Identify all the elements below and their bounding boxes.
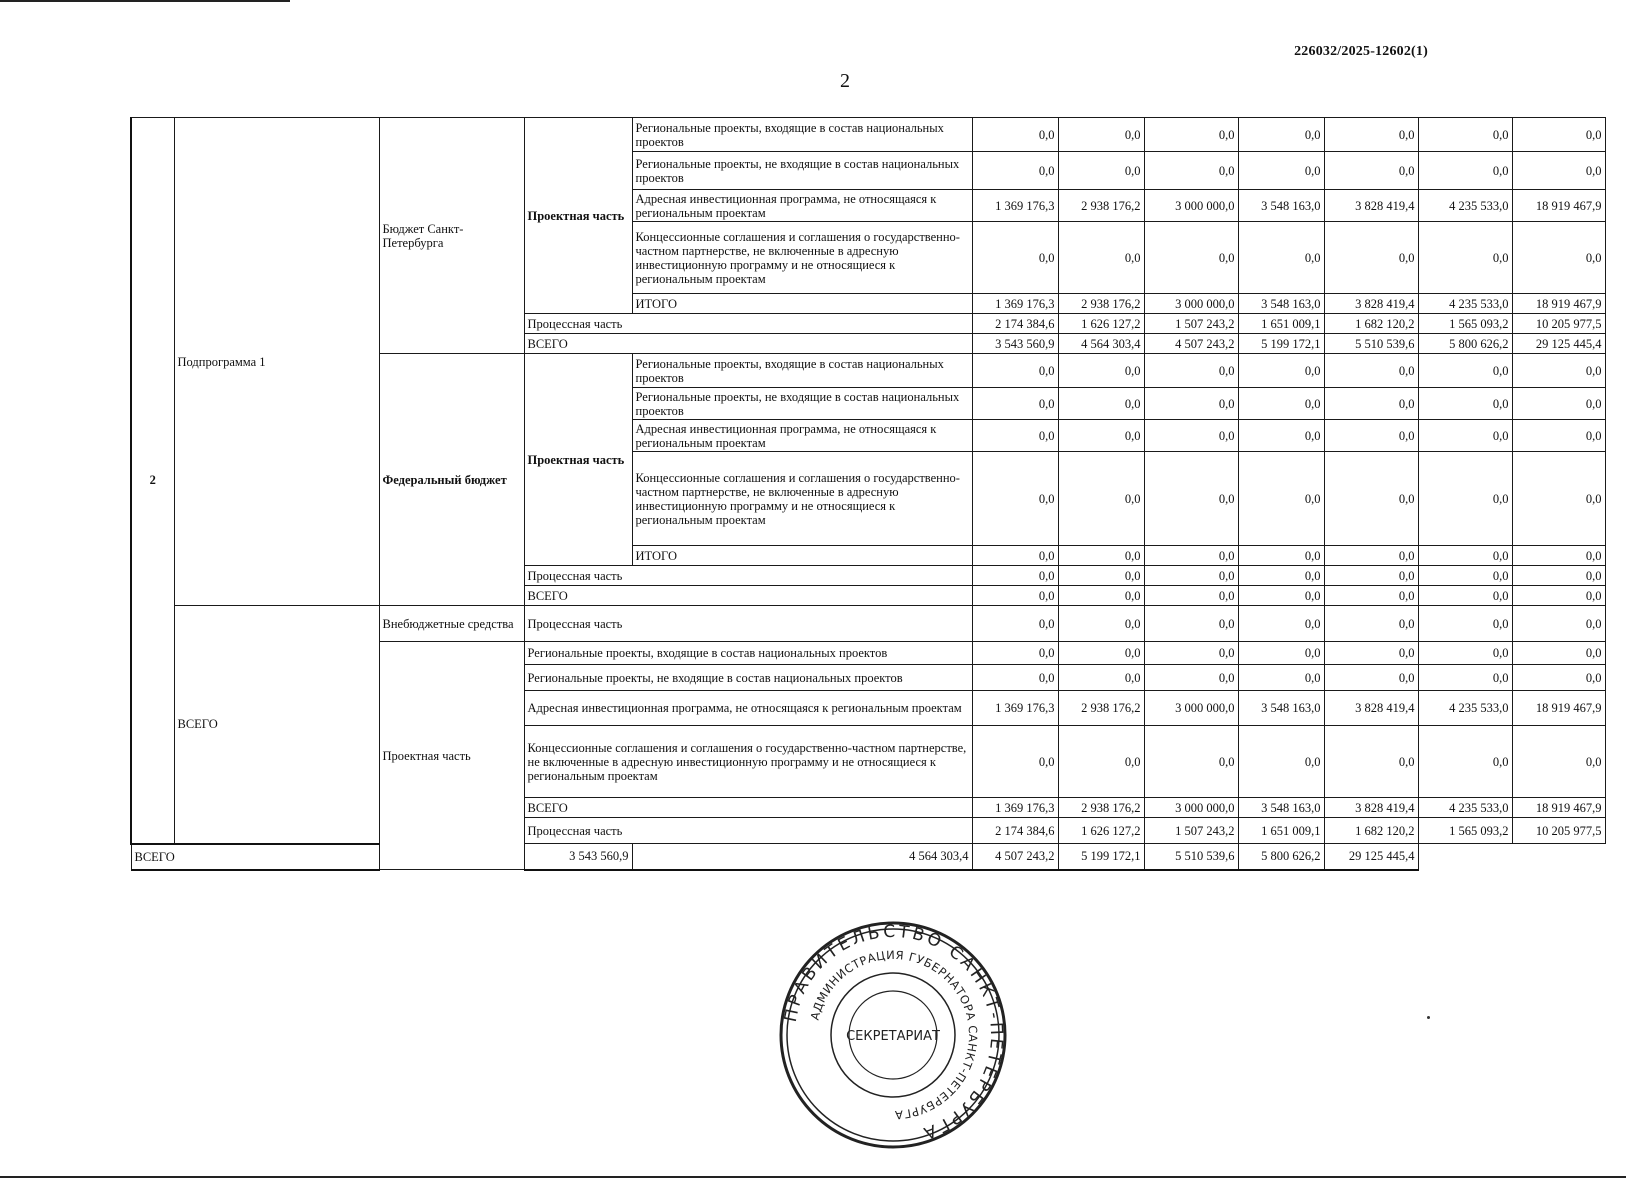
value-cell: 5 199 172,1 — [1238, 334, 1324, 354]
table-row — [131, 844, 1605, 870]
value-cell: 1 682 120,2 — [1324, 314, 1418, 334]
value-cell: 2 938 176,2 — [1058, 190, 1144, 222]
stamp-center-text: СЕКРЕТАРИАТ — [846, 1029, 940, 1044]
value-cell: 0,0 — [1058, 152, 1144, 190]
value-cell: 0,0 — [1058, 118, 1144, 152]
value-cell: 1 507 243,2 — [1144, 818, 1238, 844]
row-label: ВСЕГО — [524, 798, 972, 818]
process-part-label: Процессная часть — [524, 566, 972, 586]
value-cell: 0,0 — [1144, 606, 1238, 642]
total-block-label: ВСЕГО — [174, 606, 379, 844]
value-cell: 3 548 163,0 — [1238, 798, 1324, 818]
value-cell: 0,0 — [1512, 420, 1605, 452]
value-cell: 4 564 303,4 — [632, 844, 972, 870]
value-cell: 5 800 626,2 — [1238, 844, 1324, 870]
value-cell: 0,0 — [1324, 222, 1418, 294]
value-cell: 2 938 176,2 — [1058, 691, 1144, 726]
value-cell: 4 235 533,0 — [1418, 190, 1512, 222]
row-label: Концессионные соглашения и соглашения о государственно-частном партнерстве, не включенные в адресную инвестиционную программу и не относящиеся к региональным проектам — [632, 222, 972, 294]
value-cell: 0,0 — [1324, 665, 1418, 691]
stamp-inner-text: АДМИНИСТРАЦИЯ ГУБЕРНАТОРА САНКТ-ПЕТЕРБУРГА — [807, 947, 981, 1123]
value-cell: 0,0 — [1058, 222, 1144, 294]
value-cell: 0,0 — [1512, 222, 1605, 294]
value-cell: 2 938 176,2 — [1058, 798, 1144, 818]
value-cell: 0,0 — [1144, 118, 1238, 152]
value-cell: 0,0 — [1418, 388, 1512, 420]
value-cell: 0,0 — [1418, 118, 1512, 152]
value-cell: 5 510 539,6 — [1144, 844, 1238, 870]
value-cell: 18 919 467,9 — [1512, 798, 1605, 818]
value-cell: 0,0 — [1058, 586, 1144, 606]
value-cell: 0,0 — [1324, 420, 1418, 452]
value-cell: 3 543 560,9 — [972, 334, 1058, 354]
funding-source-extrabudget: Внебюджетные средства — [379, 606, 524, 642]
value-cell: 1 369 176,3 — [972, 190, 1058, 222]
value-cell: 0,0 — [1058, 546, 1144, 566]
row-label: Концессионные соглашения и соглашения о государственно-частном партнерстве, не включенные в адресную инвестиционную программу и не относящиеся к региональным проектам — [632, 452, 972, 546]
value-cell: 1 651 009,1 — [1238, 818, 1324, 844]
value-cell: 1 682 120,2 — [1324, 818, 1418, 844]
total-label: ВСЕГО — [524, 586, 972, 606]
secretariat-stamp-seal — [778, 920, 1008, 1150]
table-row — [131, 118, 1605, 152]
project-part-label: Проектная часть — [524, 354, 632, 566]
value-cell: 0,0 — [1238, 118, 1324, 152]
value-cell: 0,0 — [1418, 606, 1512, 642]
value-cell: 0,0 — [1144, 642, 1238, 665]
value-cell: 1 369 176,3 — [972, 294, 1058, 314]
table-row — [131, 606, 1605, 642]
value-cell: 3 828 419,4 — [1324, 691, 1418, 726]
value-cell: 18 919 467,9 — [1512, 294, 1605, 314]
stamp-outer-text: ПРАВИТЕЛЬСТВО САНКТ-ПЕТЕРБУРГА — [780, 921, 1007, 1144]
value-cell: 0,0 — [1418, 726, 1512, 798]
value-cell: 0,0 — [1238, 586, 1324, 606]
value-cell: 3 000 000,0 — [1144, 294, 1238, 314]
value-cell: 0,0 — [1238, 388, 1324, 420]
value-cell: 0,0 — [1512, 546, 1605, 566]
value-cell: 0,0 — [1238, 546, 1324, 566]
funding-source-spb: Бюджет Санкт-Петербурга — [379, 118, 524, 354]
value-cell: 0,0 — [1144, 420, 1238, 452]
value-cell: 3 000 000,0 — [1144, 691, 1238, 726]
value-cell: 0,0 — [1144, 586, 1238, 606]
value-cell: 0,0 — [1144, 354, 1238, 388]
value-cell: 0,0 — [1144, 222, 1238, 294]
value-cell: 0,0 — [1324, 586, 1418, 606]
value-cell: 0,0 — [1144, 665, 1238, 691]
value-cell: 2 938 176,2 — [1058, 294, 1144, 314]
value-cell: 0,0 — [1324, 388, 1418, 420]
row-label: Региональные проекты, не входящие в состав национальных проектов — [632, 152, 972, 190]
value-cell: 0,0 — [1418, 566, 1512, 586]
value-cell: 0,0 — [1238, 566, 1324, 586]
value-cell: 3 828 419,4 — [1324, 798, 1418, 818]
value-cell: 0,0 — [1238, 726, 1324, 798]
value-cell: 0,0 — [1058, 452, 1144, 546]
value-cell: 0,0 — [972, 452, 1058, 546]
value-cell: 0,0 — [1324, 118, 1418, 152]
row-label: Концессионные соглашения и соглашения о государственно-частном партнерстве, не включенные в адресную инвестиционную программу и не относящиеся к региональным проектам — [524, 726, 972, 798]
value-cell: 0,0 — [1058, 642, 1144, 665]
value-cell: 1 369 176,3 — [972, 691, 1058, 726]
process-part-label: Процессная часть — [524, 314, 972, 334]
top-edge-line — [0, 0, 290, 2]
value-cell: 0,0 — [972, 420, 1058, 452]
value-cell: 0,0 — [1324, 354, 1418, 388]
value-cell: 0,0 — [1418, 665, 1512, 691]
value-cell: 0,0 — [1418, 420, 1512, 452]
value-cell: 0,0 — [1058, 354, 1144, 388]
value-cell: 3 543 560,9 — [524, 844, 632, 870]
row-label: Адресная инвестиционная программа, не относящаяся к региональным проектам — [524, 691, 972, 726]
value-cell: 3 548 163,0 — [1238, 294, 1324, 314]
row-label: ИТОГО — [632, 294, 972, 314]
value-cell: 0,0 — [1512, 586, 1605, 606]
stray-dot — [1427, 1016, 1430, 1019]
value-cell: 4 235 533,0 — [1418, 691, 1512, 726]
value-cell: 5 199 172,1 — [1058, 844, 1144, 870]
value-cell: 0,0 — [1512, 388, 1605, 420]
value-cell: 0,0 — [1058, 566, 1144, 586]
value-cell: 0,0 — [1512, 642, 1605, 665]
project-part-label: Проектная часть — [524, 118, 632, 314]
value-cell: 1 626 127,2 — [1058, 314, 1144, 334]
value-cell: 0,0 — [1324, 726, 1418, 798]
value-cell: 29 125 445,4 — [1512, 334, 1605, 354]
row-label: Региональные проекты, не входящие в состав национальных проектов — [632, 388, 972, 420]
value-cell: 0,0 — [1512, 726, 1605, 798]
value-cell: 18 919 467,9 — [1512, 691, 1605, 726]
value-cell: 0,0 — [1512, 118, 1605, 152]
value-cell: 0,0 — [972, 222, 1058, 294]
value-cell: 0,0 — [972, 118, 1058, 152]
value-cell: 0,0 — [972, 606, 1058, 642]
value-cell: 3 548 163,0 — [1238, 190, 1324, 222]
value-cell: 0,0 — [1512, 152, 1605, 190]
value-cell: 0,0 — [1324, 152, 1418, 190]
value-cell: 0,0 — [1324, 606, 1418, 642]
value-cell: 0,0 — [1418, 152, 1512, 190]
value-cell: 0,0 — [972, 566, 1058, 586]
value-cell: 0,0 — [1324, 452, 1418, 546]
value-cell: 1 565 093,2 — [1418, 314, 1512, 334]
value-cell: 0,0 — [1418, 354, 1512, 388]
value-cell: 0,0 — [1144, 566, 1238, 586]
row-label: ИТОГО — [632, 546, 972, 566]
row-label: Региональные проекты, входящие в состав национальных проектов — [524, 642, 972, 665]
row-label: Адресная инвестиционная программа, не относящаяся к региональным проектам — [632, 190, 972, 222]
value-cell: 0,0 — [1058, 420, 1144, 452]
value-cell: 0,0 — [1324, 642, 1418, 665]
value-cell: 4 507 243,2 — [1144, 334, 1238, 354]
value-cell: 4 235 533,0 — [1418, 798, 1512, 818]
value-cell: 0,0 — [1418, 642, 1512, 665]
value-cell: 0,0 — [1144, 388, 1238, 420]
subprogram-name: Подпрограмма 1 — [174, 118, 379, 606]
row-label: Адресная инвестиционная программа, не относящаяся к региональным проектам — [632, 420, 972, 452]
value-cell: 1 507 243,2 — [1144, 314, 1238, 334]
value-cell: 0,0 — [1512, 606, 1605, 642]
value-cell: 0,0 — [1512, 566, 1605, 586]
value-cell: 0,0 — [1238, 222, 1324, 294]
value-cell: 10 205 977,5 — [1512, 818, 1605, 844]
value-cell: 0,0 — [1324, 566, 1418, 586]
value-cell: 0,0 — [1512, 452, 1605, 546]
value-cell: 0,0 — [1238, 642, 1324, 665]
value-cell: 18 919 467,9 — [1512, 190, 1605, 222]
value-cell: 0,0 — [1238, 354, 1324, 388]
value-cell: 0,0 — [1058, 665, 1144, 691]
row-label: Региональные проекты, входящие в состав национальных проектов — [632, 118, 972, 152]
value-cell: 3 548 163,0 — [1238, 691, 1324, 726]
value-cell: 0,0 — [1238, 452, 1324, 546]
value-cell: 0,0 — [1238, 665, 1324, 691]
page-number: 2 — [840, 70, 850, 92]
value-cell: 3 000 000,0 — [1144, 798, 1238, 818]
value-cell: 0,0 — [972, 354, 1058, 388]
value-cell: 1 626 127,2 — [1058, 818, 1144, 844]
process-part-label: Процессная часть — [524, 818, 972, 844]
value-cell: 29 125 445,4 — [1324, 844, 1418, 870]
row-index: 2 — [131, 118, 174, 844]
value-cell: 4 507 243,2 — [972, 844, 1058, 870]
value-cell: 1 565 093,2 — [1418, 818, 1512, 844]
value-cell: 0,0 — [1238, 420, 1324, 452]
value-cell: 0,0 — [1324, 546, 1418, 566]
value-cell: 0,0 — [972, 152, 1058, 190]
process-part-label: Процессная часть — [524, 606, 972, 642]
value-cell: 1 651 009,1 — [1238, 314, 1324, 334]
value-cell: 1 369 176,3 — [972, 798, 1058, 818]
value-cell: 0,0 — [972, 665, 1058, 691]
value-cell: 0,0 — [1512, 665, 1605, 691]
document-number: 226032/2025-12602(1) — [1294, 44, 1428, 59]
value-cell: 2 174 384,6 — [972, 818, 1058, 844]
value-cell: 0,0 — [1418, 222, 1512, 294]
value-cell: 0,0 — [1418, 586, 1512, 606]
funding-table — [130, 117, 1606, 871]
value-cell: 3 000 000,0 — [1144, 190, 1238, 222]
value-cell: 0,0 — [1144, 452, 1238, 546]
value-cell: 0,0 — [972, 726, 1058, 798]
value-cell: 4 564 303,4 — [1058, 334, 1144, 354]
value-cell: 0,0 — [972, 388, 1058, 420]
value-cell: 3 828 419,4 — [1324, 190, 1418, 222]
value-cell: 0,0 — [1144, 726, 1238, 798]
total-label: ВСЕГО — [524, 334, 972, 354]
row-label: Региональные проекты, входящие в состав национальных проектов — [632, 354, 972, 388]
value-cell: 4 235 533,0 — [1418, 294, 1512, 314]
value-cell: 0,0 — [1512, 354, 1605, 388]
value-cell: 0,0 — [1058, 606, 1144, 642]
funding-source-federal: Федеральный бюджет — [379, 354, 524, 606]
value-cell: 0,0 — [972, 586, 1058, 606]
value-cell: 0,0 — [972, 546, 1058, 566]
bottom-edge-line — [0, 1176, 1626, 1178]
value-cell: 0,0 — [1238, 606, 1324, 642]
value-cell: 10 205 977,5 — [1512, 314, 1605, 334]
value-cell: 0,0 — [1144, 152, 1238, 190]
value-cell: 0,0 — [1144, 546, 1238, 566]
value-cell: 2 174 384,6 — [972, 314, 1058, 334]
value-cell: 3 828 419,4 — [1324, 294, 1418, 314]
value-cell: 0,0 — [1418, 546, 1512, 566]
project-part-label: Проектная часть — [379, 642, 524, 870]
value-cell: 0,0 — [972, 642, 1058, 665]
row-label: Региональные проекты, не входящие в состав национальных проектов — [524, 665, 972, 691]
value-cell: 5 510 539,6 — [1324, 334, 1418, 354]
value-cell: 0,0 — [1238, 152, 1324, 190]
value-cell: 0,0 — [1058, 726, 1144, 798]
value-cell: 5 800 626,2 — [1418, 334, 1512, 354]
value-cell: 0,0 — [1418, 452, 1512, 546]
total-label: ВСЕГО — [131, 844, 379, 870]
value-cell: 0,0 — [1058, 388, 1144, 420]
